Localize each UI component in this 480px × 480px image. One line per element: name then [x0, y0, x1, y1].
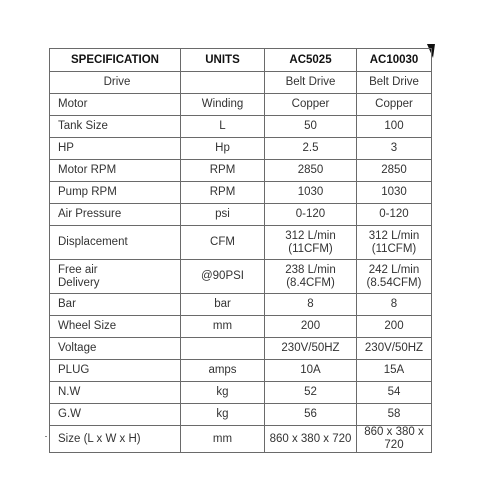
table-row [50, 226, 432, 260]
value-line: (11CFM) [371, 242, 417, 255]
value-ac10030 [357, 360, 432, 382]
value-ac5025 [265, 138, 357, 160]
value-line: 242 L/min [368, 263, 420, 276]
value-line: 2850 [297, 164, 324, 176]
value-ac10030 [357, 204, 432, 226]
value-ac5025 [265, 226, 357, 260]
spec-name-line: G.W [58, 408, 81, 420]
value-line: (8.54CFM) [366, 276, 422, 289]
table-row [50, 138, 432, 160]
value-ac5025 [265, 72, 357, 94]
value-ac5025 [265, 204, 357, 226]
spec-unit: psi [181, 204, 265, 226]
value-ac5025 [265, 260, 357, 294]
value-line: 238 L/min [285, 263, 336, 276]
table-row [50, 116, 432, 138]
spec-name [50, 382, 181, 404]
value-line: Belt Drive [285, 76, 336, 88]
value-line: (8.4CFM) [286, 276, 335, 289]
spec-name-line: Voltage [58, 342, 97, 354]
spec-unit: L [181, 116, 265, 138]
value-ac10030 [357, 404, 432, 426]
value-line: 15A [383, 364, 405, 376]
value-line: 1030 [381, 186, 407, 198]
value-line: 8 [307, 298, 314, 310]
value-ac10030 [357, 316, 432, 338]
spec-name-line: Air Pressure [58, 208, 122, 220]
spec-name [50, 404, 181, 426]
spec-name [50, 338, 181, 360]
spec-unit: CFM [181, 226, 265, 260]
spec-unit: kg [181, 382, 265, 404]
value-line: 50 [304, 120, 317, 132]
spec-unit: RPM [181, 160, 265, 182]
value-ac10030 [357, 182, 432, 204]
spec-name-line: Pump RPM [58, 186, 117, 198]
spec-name [50, 360, 181, 382]
value-ac5025 [265, 160, 357, 182]
value-line: 0-120 [295, 208, 326, 220]
value-ac5025 [265, 182, 357, 204]
value-line: (11CFM) [288, 242, 333, 255]
value-ac5025 [265, 426, 357, 453]
value-line: Copper [375, 98, 413, 110]
spec-name-line: HP [58, 142, 74, 154]
table-row [50, 72, 432, 94]
value-ac10030 [357, 338, 432, 360]
value-ac5025 [265, 338, 357, 360]
spec-name-line: Displacement [58, 236, 128, 248]
value-ac10030 [357, 138, 432, 160]
spec-unit [181, 338, 265, 360]
value-ac10030 [357, 72, 432, 94]
table-row [50, 404, 432, 426]
spec-name-line: Motor RPM [58, 164, 117, 176]
table-row [50, 182, 432, 204]
spec-unit: Winding [181, 94, 265, 116]
value-line: 312 L/min [285, 229, 336, 242]
value-ac10030 [357, 116, 432, 138]
spec-unit: mm [181, 316, 265, 338]
table-row [50, 426, 432, 453]
spec-name-line: PLUG [58, 364, 90, 376]
header-ac5025: AC5025 [265, 49, 357, 72]
value-ac5025 [265, 294, 357, 316]
spec-name [50, 426, 181, 453]
value-line: 10A [300, 364, 321, 376]
value-line: 54 [387, 386, 401, 398]
spec-unit: RPM [181, 182, 265, 204]
header-row [50, 49, 432, 72]
value-line: 2850 [381, 164, 407, 176]
spec-name-line: Size (L x W x H) [58, 432, 141, 445]
spec-name-line: Tank Size [58, 120, 108, 132]
table-row [50, 382, 432, 404]
spec-name [50, 94, 181, 116]
spec-unit: bar [181, 294, 265, 316]
header-specification: SPECIFICATION [50, 49, 181, 72]
value-line: 230V/50HZ [281, 342, 340, 354]
spec-name-line: Motor [58, 98, 88, 110]
table-body [50, 72, 432, 453]
spec-name [50, 204, 181, 226]
value-line: 8 [390, 298, 398, 310]
spec-name [50, 294, 181, 316]
spec-unit: Hp [181, 138, 265, 160]
value-line: 56 [304, 408, 317, 420]
table-row [50, 338, 432, 360]
value-ac5025 [265, 404, 357, 426]
spec-unit: mm [181, 426, 265, 453]
value-ac10030 [357, 382, 432, 404]
table-row [50, 260, 432, 294]
value-line: 200 [384, 320, 404, 332]
spec-name [50, 160, 181, 182]
header-ac10030: AC10030 [357, 49, 432, 72]
value-line: 200 [300, 320, 321, 332]
spec-name-line: Drive [103, 76, 131, 88]
spec-name-line: Free air [58, 263, 98, 276]
spec-name [50, 226, 181, 260]
value-ac10030 [357, 160, 432, 182]
value-ac5025 [265, 116, 357, 138]
value-line: 52 [304, 386, 317, 398]
spec-name [50, 72, 181, 94]
spec-name-line: Bar [58, 298, 76, 310]
spec-name [50, 182, 181, 204]
value-line: 0-120 [379, 208, 409, 220]
value-line: 1030 [297, 186, 324, 198]
spec-name [50, 316, 181, 338]
value-line: 2.5 [302, 142, 319, 154]
table-row [50, 204, 432, 226]
spec-unit: amps [181, 360, 265, 382]
value-ac5025 [265, 360, 357, 382]
value-line: 100 [384, 120, 404, 132]
spec-name [50, 260, 181, 294]
spec-unit: kg [181, 404, 265, 426]
value-line: Copper [291, 98, 330, 110]
value-ac10030 [357, 94, 432, 116]
image-speck [45, 436, 47, 437]
spec-name-line: Delivery [58, 276, 100, 289]
spec-name [50, 138, 181, 160]
value-ac5025 [265, 382, 357, 404]
value-line: 230V/50HZ [364, 342, 424, 354]
value-line: 860 x 380 x 720 [364, 426, 424, 451]
value-ac5025 [265, 94, 357, 116]
value-line: 3 [390, 142, 398, 154]
table-row [50, 316, 432, 338]
spec-unit [181, 72, 265, 94]
table-row [50, 360, 432, 382]
value-ac10030 [357, 226, 432, 260]
value-line: 860 x 380 x 720 [269, 432, 352, 445]
spec-name-line: Wheel Size [58, 320, 117, 332]
value-ac10030 [357, 260, 432, 294]
value-line: Belt Drive [369, 76, 419, 88]
table-row [50, 94, 432, 116]
spec-name [50, 116, 181, 138]
table-row [50, 294, 432, 316]
value-line: 58 [387, 408, 401, 420]
spec-name-line: N.W [58, 386, 81, 398]
value-ac10030 [357, 426, 432, 453]
header-units: UNITS [181, 49, 265, 72]
table-row [50, 160, 432, 182]
spec-unit: @90PSI [181, 260, 265, 294]
specification-table [49, 48, 432, 453]
value-ac5025 [265, 316, 357, 338]
value-ac10030 [357, 294, 432, 316]
value-line: 312 L/min [368, 229, 420, 242]
